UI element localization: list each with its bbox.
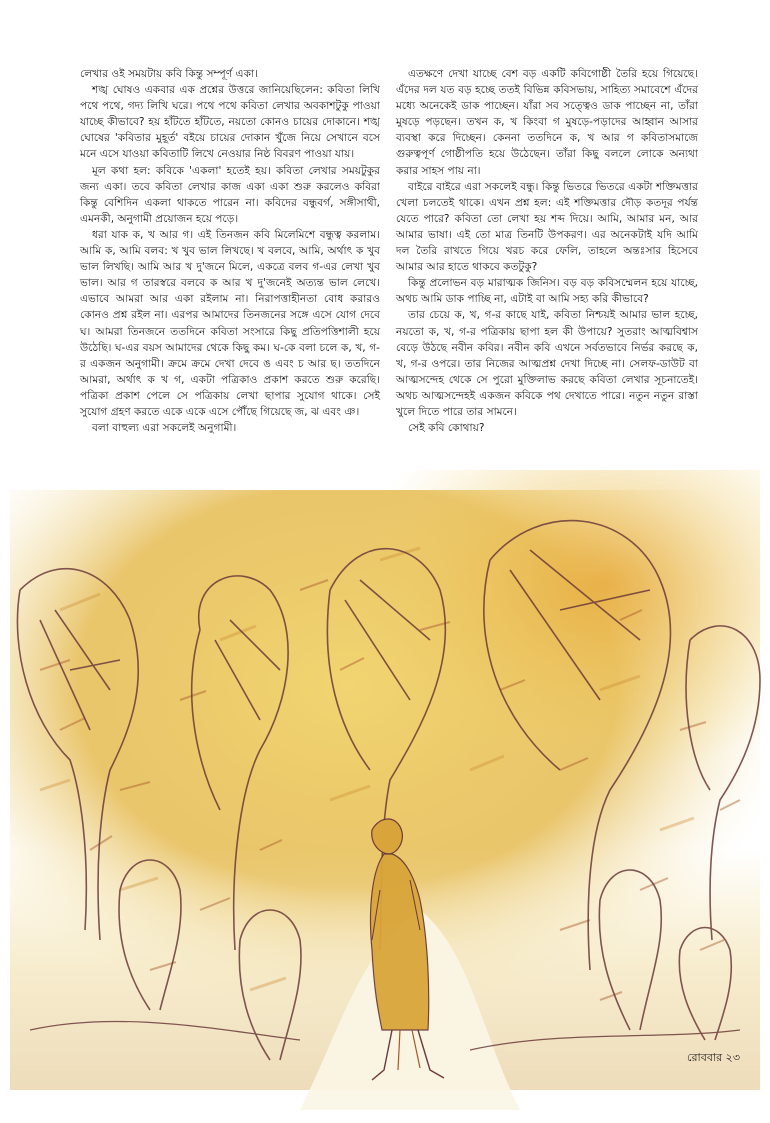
- paragraph: ধরা যাক ক, খ আর গ। এই তিনজন কবি মিলেমিশে বন্ধুত্ব করলাম। আমি ক, আমি বলব: খ খুব ভাল লিখছে। খ বলবে, আমি, অর্থাৎ ক খুব ভাল লিখছি। আমি আর খ দু'জনে মিলে, একত্রে বলব গ-এর লেখা খুব ভাল। আর গ তারস্বরে বলবে ক আর খ দু'জনেই অত্যন্ত ভাল লেখে। এভাবে আমরা আর একা রইলাম না। নিরাপত্তাহীনতা বোধ করারও কোনও প্রশ্ন রইল না। এরপর আমাদের তিনজনের সঙ্গে এসে যোগ দেবে ঘ। আমরা তিনজনে ততদিনে কবিতা সংসারে কিছু প্রতিপত্তিশালী হয়ে উঠেছি। ঘ-এর বয়স আমাদের থেকে কিছু কম। ঘ-কে বলা চলে ক, খ, গ-র একজন অনুগামী। ক্রমে ক্রমে দেখা দেবে ঙ এবং চ আর ছ। ততদিনে আমরা, অর্থাৎ ক খ গ, একটা পত্রিকাও প্রকাশ করতে শুরু করেছি। পত্রিকা প্রকাশ পেলে সে পত্রিকায় লেখা ছাপার সুযোগ থাকে। সেই সুযোগ গ্রহণ করতে একে একে এসে পৌঁছে গিয়েছে জ, ঝ এবং ঞ।: [80, 228, 380, 418]
- paragraph: বাইরে বাইরে এরা সকলেই বন্ধু। কিন্তু ভিতরে ভিতরে একটা শক্তিমত্তার খেলা চলতেই থাকে। এখন প্রশ্ন হল: এই শক্তিমত্তার দৌড় কতদূর পর্যন্ত যেতে পারে? কবিতা তো লেখা হয় শব্দ দিয়ে। আমি, আমার মন, আর আমার ভাষা। এই তো মাত্র তিনটি উপকরণ। এর অনেকটাই যদি আমি দল তৈরি রাখতে গিয়ে খরচ করে ফেলি, তাহলে অন্তঃসার হিসেবে আমার আর হাতে থাকবে কতটুকু?: [396, 180, 698, 274]
- paragraph: বলা বাহুল্য এরা সকলেই অনুগামী।: [92, 422, 237, 435]
- paragraph: এতক্ষণে দেখা যাচ্ছে বেশ বড় একটি কবিগোষ্ঠী তৈরি হয়ে গিয়েছে। এঁদের দল যত বড় হচ্ছে ততই বিভিন্ন কবিসভায়, সাহিত্য সমাবেশে এঁদের মধ্যে অনেকেই ডাক পাচ্ছেন। যাঁরা সব সত্ত্বেও ডাক পাচ্ছেন না, তাঁরা মুষড়ে পড়ছেন। তখন ক, খ কিংবা গ মুষড়ে-পড়াদের আহ্বান আসার ব্যবস্থা করে দিচ্ছেন। কেননা ততদিনে ক, খ আর গ কবিতাসমাজে গুরুত্বপূর্ণ গোষ্ঠীপতি হয়ে উঠেছেন। তাঁরা কিছু বললে লোকে অন্যথা করার সাহস পায় না।: [396, 68, 698, 177]
- article-left-column: [80, 66, 380, 436]
- illustration: [0, 470, 770, 1123]
- article-right-column: [396, 66, 698, 436]
- paragraph: লেখার ওই সময়টায় কবি কিন্তু সম্পূর্ণ একা।: [80, 68, 258, 80]
- page-footer: রোববার ২৩: [687, 1051, 740, 1064]
- crayon-forest-illustration-icon: [0, 470, 770, 1123]
- paragraph: তার চেয়ে ক, খ, গ-র কাছে যাই, কবিতা নিশ্চয়ই আমার ভাল হচ্ছে, নয়তো ক, খ, গ-র পত্রিকায় ছাপা হল কী উপায়ে? সুতরাং আত্মবিশ্বাস বেড়ে উঠছে নবীন কবির। নবীন কবি এখনে সর্বতভাবে নির্ভর করছে ক, খ, গ-র ওপরে। তার নিজের আত্মপ্রশ্ন দেখা দিচ্ছে না। সেলফ-ডাউট বা আত্মসন্দেহ থেকে সে পুরো মুক্তিলাভ করছে কবিতা লেখার সূচনাতেই। অথচ আত্মসন্দেহই একজন কবিকে পথ দেখাতে পারে। নতুন নতুন রাস্তা খুলে দিতে পারে তার সামনে।: [396, 309, 698, 418]
- paragraph: মূল কথা হল: কবিকে 'একলা' হতেই হয়। কবিতা লেখার সময়টুকুর জন্য একা। তবে কবিতা লেখার কাজ একা একা শুরু করলেও কবিরা কিন্তু বেশিদিন একলা থাকতে পারেন না। কবিদের বন্ধুবর্গ, সঙ্গীসাথী, এমনকী, অনুগামী প্রয়োজন হয়ে পড়ে।: [80, 164, 380, 225]
- paragraph: সেই কবি কোথায়?: [408, 422, 485, 435]
- paragraph: শঙ্খ ঘোষও একবার এক প্রশ্নের উত্তরে জানিয়েছিলেন: কবিতা লিখি পথে পথে, গদ্য লিখি ঘরে। পথে পথে কবিতা লেখার অবকাশটুকু পাওয়া যাচ্ছে কীভাবে? হয় হাঁটতে হাঁটতে, নয়তো কোনও চায়ের দোকানে। শঙ্খ ঘোষের 'কবিতার মুহূর্ত' বইয়ে চায়ের দোকান খুঁজে নিয়ে সেখানে বসে মনে এসে যাওয়া কবিতাটি লিখে নেওয়ার নিষ্ঠ বিবরণ পাওয়া যায়।: [80, 84, 380, 161]
- paragraph: কিন্তু প্রলোভন বড় মারাত্মক জিনিস। বড় বড় কবিসম্মেলন হয়ে যাচ্ছে, অথচ আমি ডাক পাচ্ছি না, এটাই বা আমি সহ্য করি কীভাবে?: [396, 277, 698, 306]
